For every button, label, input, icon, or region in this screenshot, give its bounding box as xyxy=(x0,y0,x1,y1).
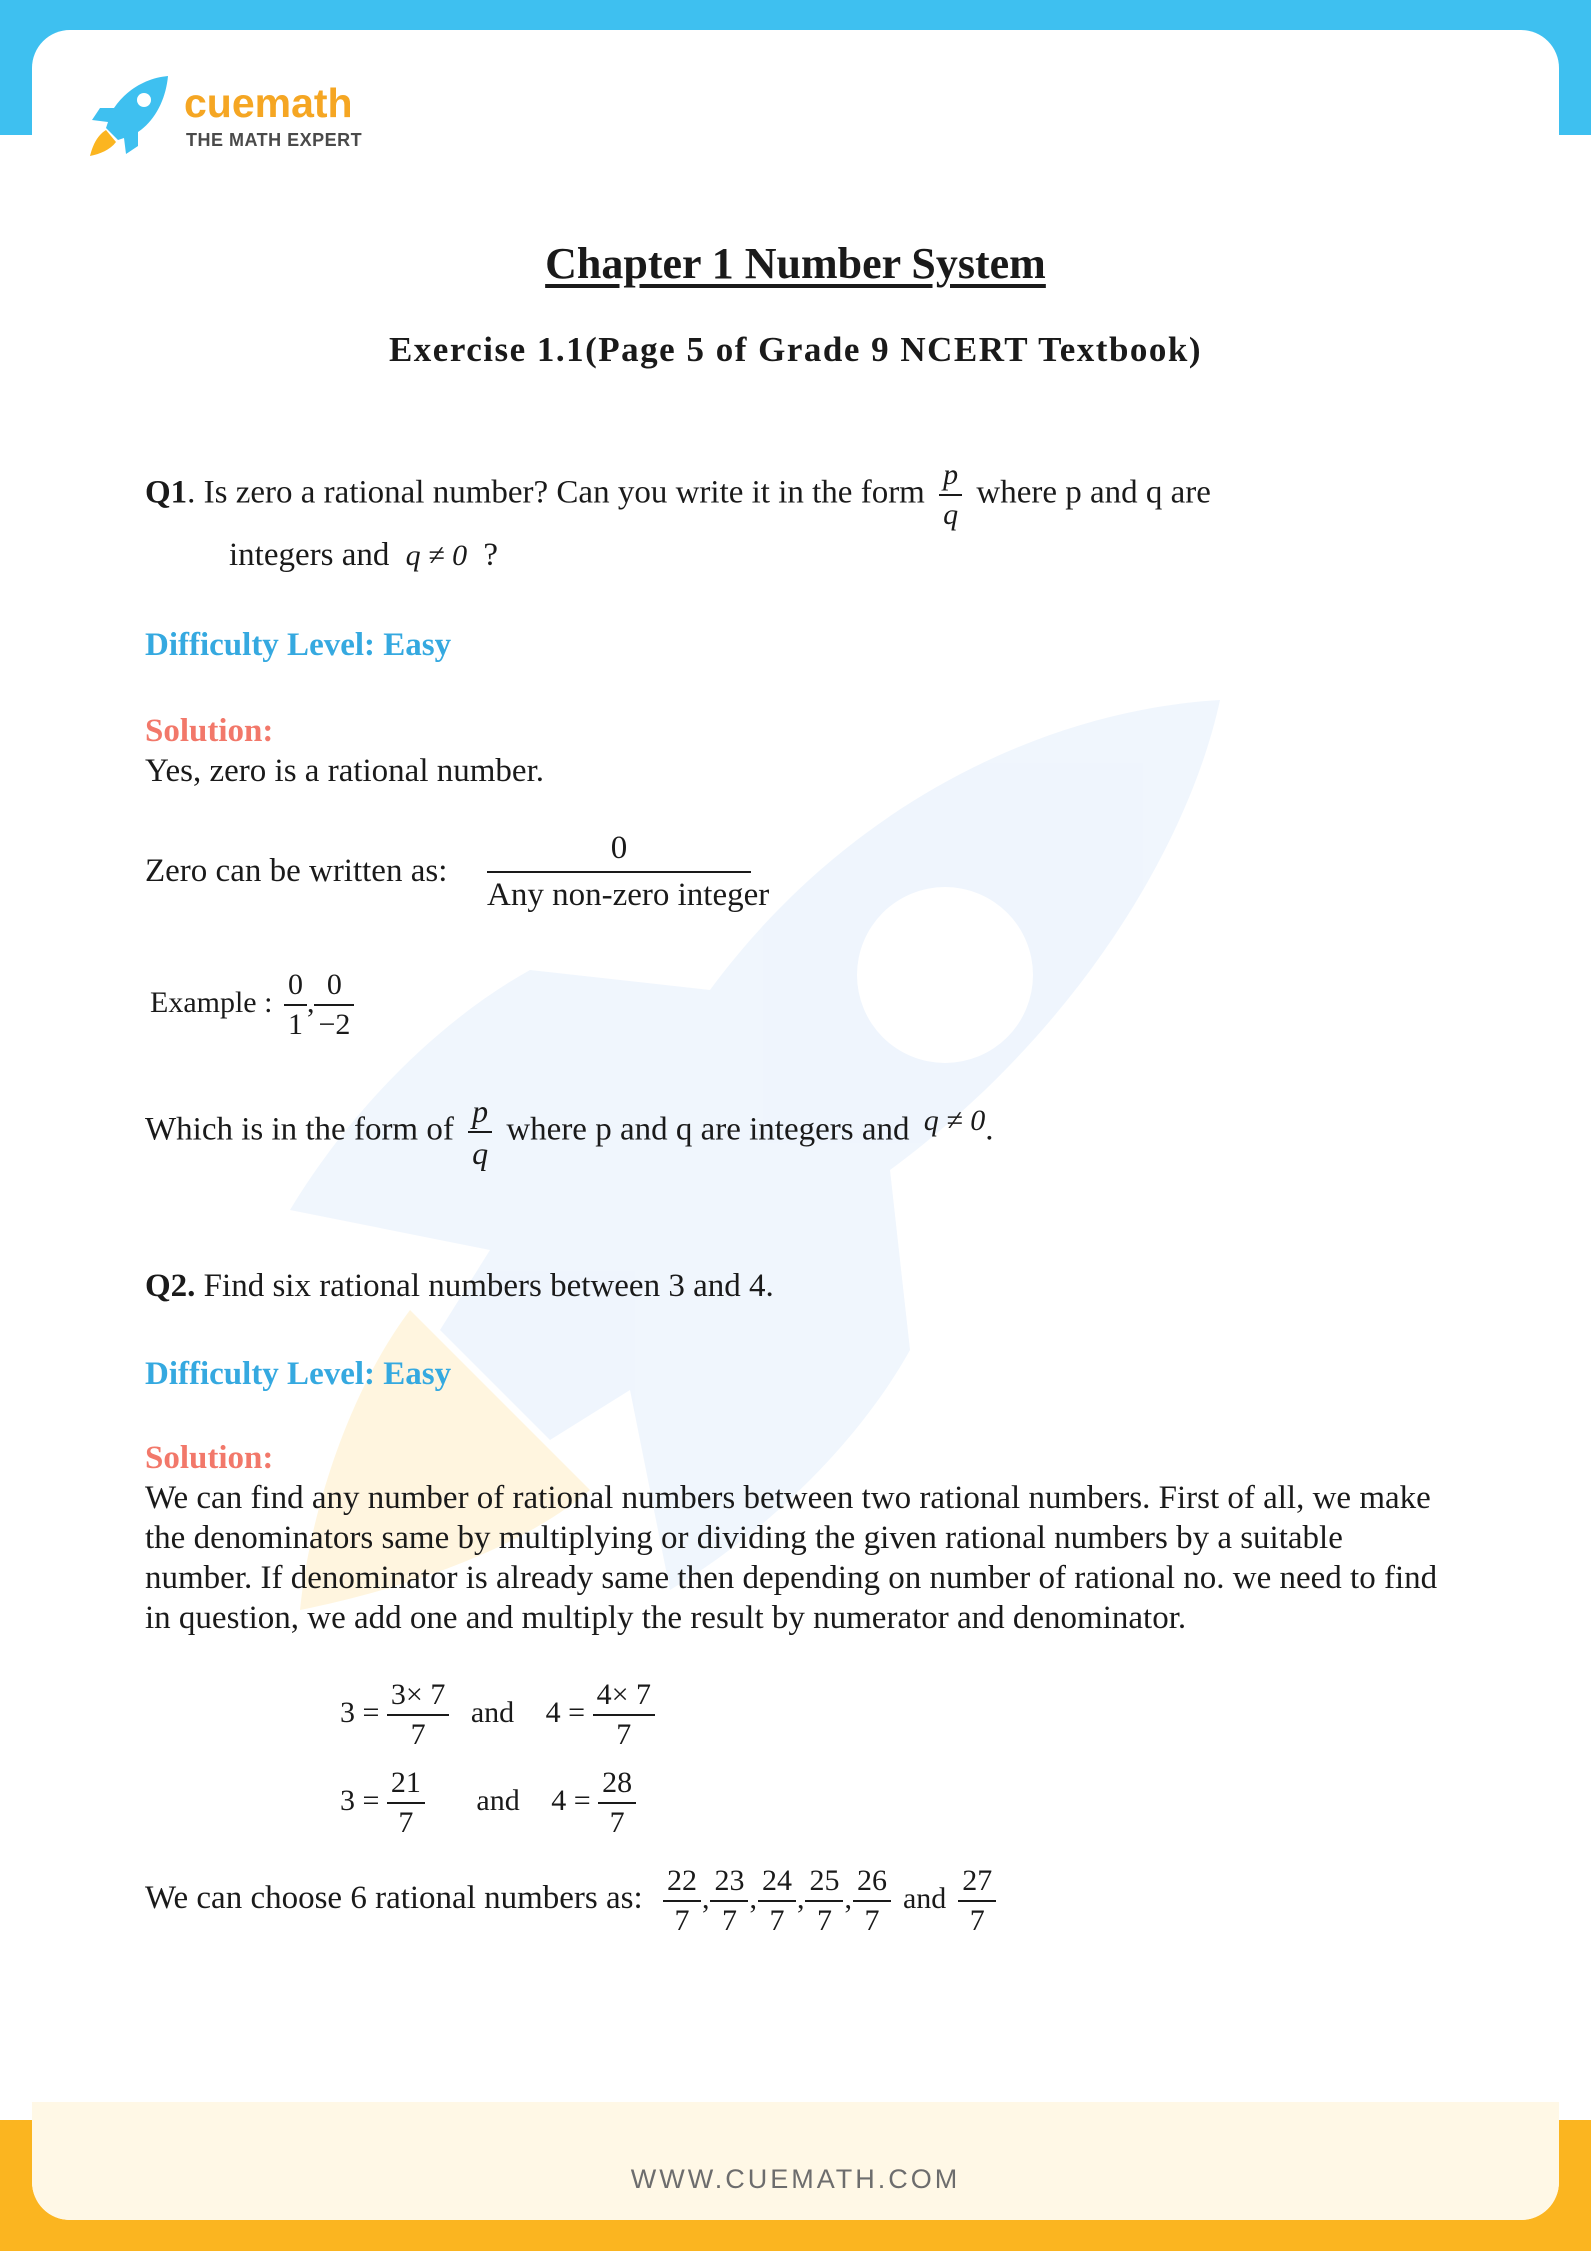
q1-question xyxy=(145,460,1211,530)
q1-text-b: where p and q are xyxy=(976,474,1211,511)
example-fraction-2: $\frac{0}{-2}$ xyxy=(314,970,354,1040)
website-url: WWW.CUEMATH.COM xyxy=(630,2164,961,2194)
q1-form-condition: q ≠ 0 xyxy=(923,1103,986,1137)
rational-numbers-list xyxy=(663,1864,996,1937)
fraction-separator: , xyxy=(796,1881,805,1915)
q1-zero-fraction: 0 Any non-zero integer xyxy=(487,830,770,913)
brand-tagline: THE MATH EXPERT xyxy=(186,130,363,150)
example-fraction-1: $\frac{0}{1}$ xyxy=(284,970,307,1040)
rational-number-fraction: $\frac{25}{7}$ xyxy=(805,1866,843,1936)
q1-question-line2: integers and q ≠ 0 ? xyxy=(229,537,498,573)
rational-number-fraction: $\frac{23}{7}$ xyxy=(710,1866,748,1936)
q2-equation-2: 3 = $\frac{21}{7}$ and 4 = $\frac{28}{7}$ xyxy=(340,1768,636,1838)
cuemath-logo xyxy=(88,72,388,162)
q1-difficulty: Difficulty Level: Easy xyxy=(145,627,452,663)
rocket-logo-icon xyxy=(88,72,174,158)
q2-label: Q2. xyxy=(145,1268,196,1304)
rational-number-fraction: $\frac{22}{7}$ xyxy=(663,1866,701,1936)
q1-condition: q ≠ 0 xyxy=(405,539,468,572)
page-subtitle: Exercise 1.1(Page 5 of Grade 9 NCERT Textbook) xyxy=(388,330,1203,369)
q1-solution-label: Solution: xyxy=(145,713,274,749)
rational-number-fraction: $\frac{26}{7}$ xyxy=(853,1866,891,1936)
q2-question xyxy=(145,1266,774,1306)
rational-number-fraction: $\frac{27}{7}$ xyxy=(958,1866,996,1936)
q2-difficulty: Difficulty Level: Easy xyxy=(145,1356,452,1392)
footer-strip xyxy=(32,2102,1559,2220)
q1-label: Q1 xyxy=(145,474,188,511)
fraction-separator: , xyxy=(701,1881,710,1915)
q2-text: Find six rational numbers between 3 and 4. xyxy=(203,1268,774,1304)
q2-solution-paragraph: We can find any number of rational numbers between two rational numbers. First of all, we make the denominators same by multiplying or dividing the given rational numbers by a suitable number. If denominator is already same then depending on number of rational no. we need to find in question, we add one and multiply the result by numerator and denominator. xyxy=(145,1480,1438,1636)
rational-number-fraction: $\frac{24}{7}$ xyxy=(758,1866,796,1936)
fraction-separator: , xyxy=(749,1881,757,1915)
q2-equation-1: 3 = $\frac{3\times 7}{7}$ and 4 = $\frac{4\times 7}{7}$ xyxy=(340,1680,655,1750)
q1-form-fraction: $\frac{p}{q}$ xyxy=(468,1095,492,1169)
q1-solution-line1: Yes, zero is a rational number. xyxy=(145,753,544,789)
fraction-separator: and xyxy=(902,1881,947,1915)
brand-name: cuemath xyxy=(184,80,353,126)
page-title: Chapter 1 Number System xyxy=(545,239,1046,288)
q1-zero-line-label: Zero can be written as: xyxy=(145,853,448,889)
q1-example: Example : $\frac{0}{1}$ , $\frac{0}{-2}$ xyxy=(150,970,354,1040)
q1-form-statement: Which is in the form of $\frac{p}{q}$ where p and q are integers and q ≠ 0. xyxy=(145,1093,994,1171)
q1-fraction: $\frac{p}{q}$ xyxy=(939,460,962,530)
q1-text: . Is zero a rational number? Can you write it in the form xyxy=(187,474,925,511)
q2-solution-label: Solution: xyxy=(145,1440,274,1476)
q2-choose-line: We can choose 6 rational numbers as: $\frac{22}{7}$ , $\frac{23}{7}$ , $\frac{24}{7}$ , $\frac{25}{7}$ , $\frac{26}{7}$ and $\frac{27}{7}$ xyxy=(145,1866,996,1936)
fraction-separator: , xyxy=(844,1881,852,1915)
